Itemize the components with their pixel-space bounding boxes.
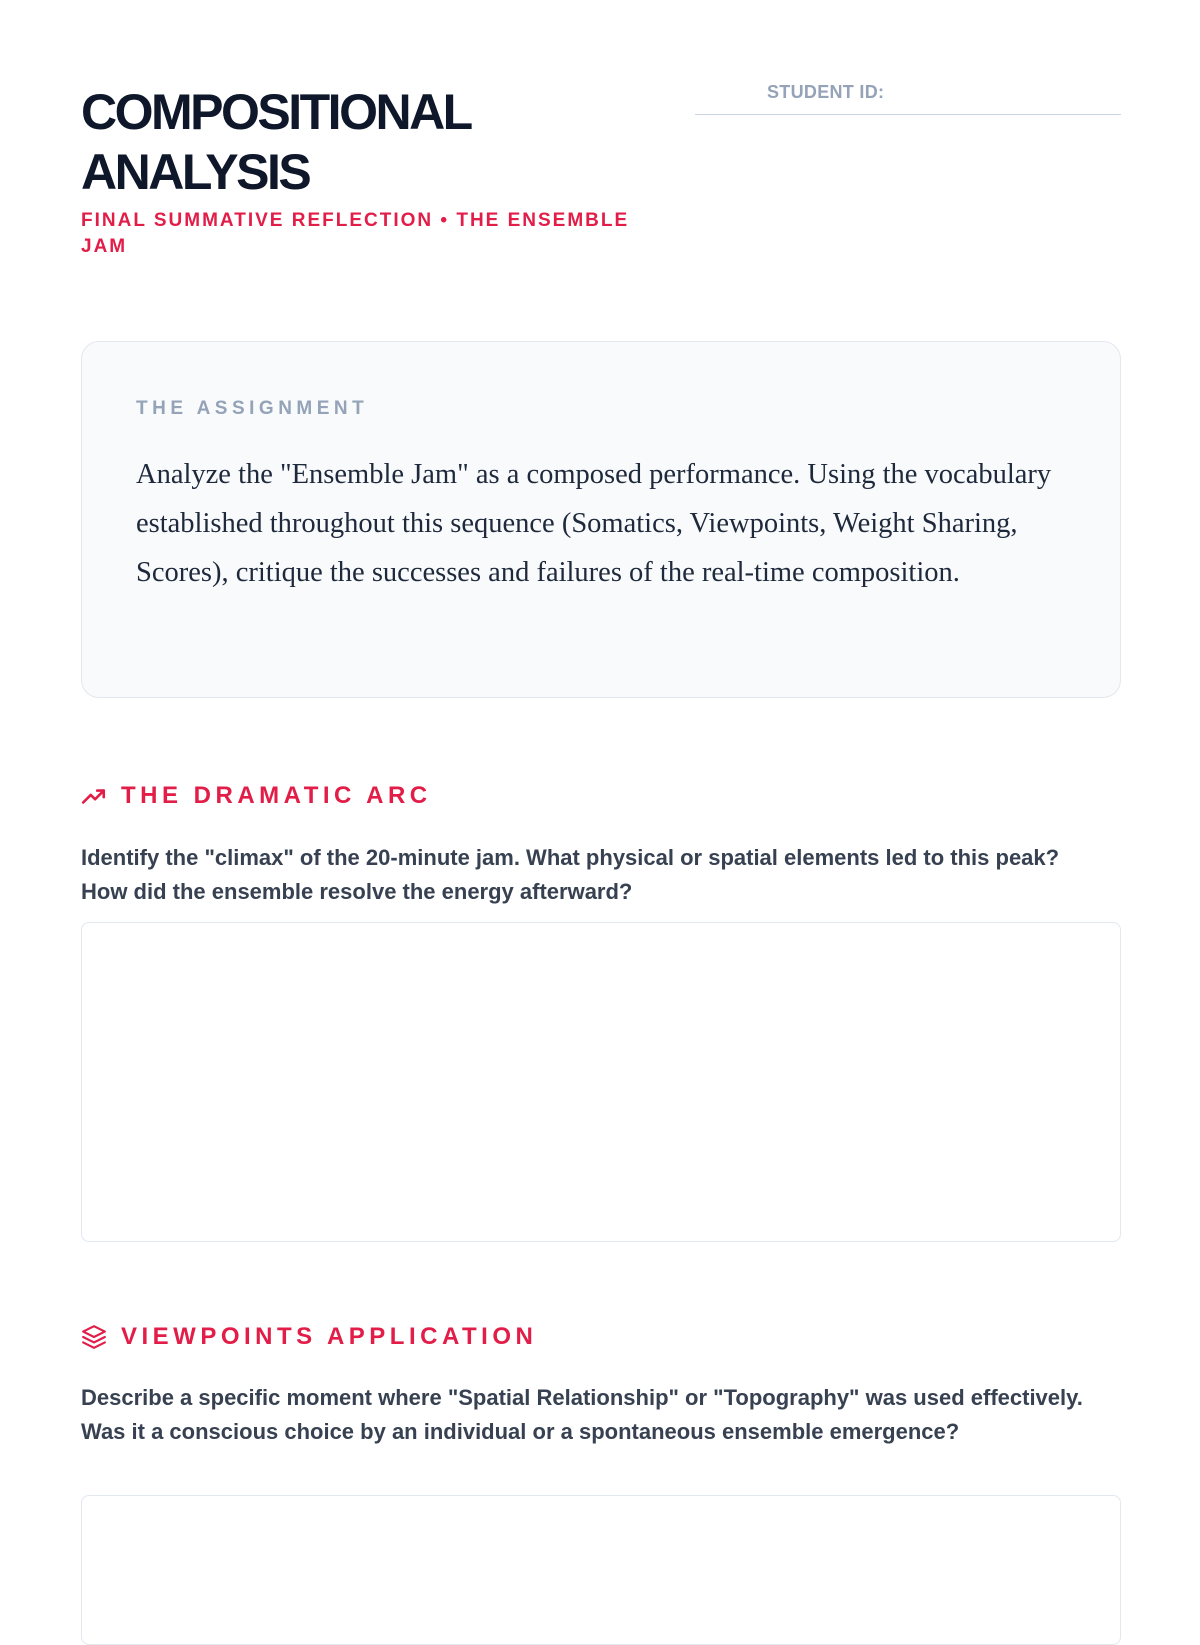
section-heading-dramatic-arc [81,782,432,810]
header [81,0,1121,300]
section-prompt: Describe a specific moment where "Spatial Relationship" or "Topography" was used effectively. Was it a conscious choice by an individual or a spontaneous ensemble emergence? [81,1385,1083,1444]
section-heading-viewpoints [81,1323,537,1351]
assignment-text: Analyze the "Ensemble Jam" as a composed performance. Using the vocabulary established throughout this sequence (Somatics, Viewpoints, Weight Sharing, Scores), critique the successes and failures of the real-time composition. [136,459,1052,588]
layers-icon [81,1324,107,1350]
section-title: VIEWPOINTS APPLICATION [121,1323,538,1350]
assignment-card [81,341,1121,698]
page-subtitle: FINAL SUMMATIVE REFLECTION • THE ENSEMBLE JAM [81,210,630,257]
student-id-field[interactable] [695,80,1121,115]
worksheet-page [81,0,1121,1444]
viewpoints-answer-field[interactable] [81,1495,1121,1645]
section-title: THE DRAMATIC ARC [121,782,432,809]
section-prompt: Identify the "climax" of the 20-minute jam. What physical or spatial elements led to this peak? How did the ensemble resolve the energy afterward? [81,845,1060,904]
trending-up-icon [81,783,107,809]
assignment-label: THE ASSIGNMENT [136,398,369,419]
page-title: COMPOSITIONAL ANALYSIS [81,84,470,200]
dramatic-arc-answer-field[interactable] [81,922,1121,1242]
student-id-label: STUDENT ID: [767,82,885,102]
